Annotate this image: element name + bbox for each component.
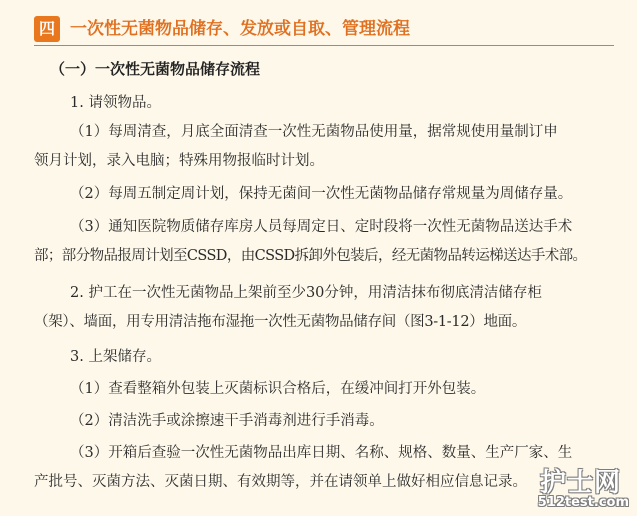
paragraph-line: 2. 护工在一次性无菌物品上架前至少30分钟，用清洁抹布彻底清洁储存柜	[70, 285, 542, 301]
paragraph-line: 领月计划，录入电脑；特殊用物报临时计划。	[34, 153, 324, 169]
paragraph-line: 3. 上架储存。	[70, 349, 161, 365]
paragraph-line: （2）清洁洗手或涂擦速干手消毒剂进行手消毒。	[70, 413, 384, 429]
section-header	[34, 14, 614, 46]
paragraph-line: （架）、墙面，用专用清洁拖布湿拖一次性无菌物品储存间（图3-1-12）地面。	[34, 314, 527, 330]
paragraph-line: （3）通知医院物质储存库房人员每周定日、定时段将一次性无菌物品送达手术	[70, 219, 573, 235]
section-title: 一次性无菌物品储存、发放或自取、管理流程	[70, 19, 410, 39]
paragraph-line: 产批号、灭菌方法、灭菌日期、有效期等，并在请领单上做好相应信息记录。	[34, 474, 527, 490]
paragraph	[34, 439, 610, 497]
paragraph	[70, 343, 610, 372]
section-divider	[34, 45, 614, 46]
paragraph-line: （3）开箱后查验一次性无菌物品出库日期、名称、规格、数量、生产厂家、生	[70, 445, 573, 461]
paragraph	[34, 180, 610, 209]
paragraph	[34, 213, 610, 271]
paragraph-line: 部；部分物品报周计划至CSSD，由CSSD拆卸外包装后，经无菌物品转运梯送达手术部。	[34, 248, 587, 264]
paragraph	[34, 118, 610, 176]
paragraph	[70, 89, 610, 118]
section-number-badge: 四	[34, 16, 60, 42]
paragraph	[34, 375, 610, 404]
watermark-logo-text: 护士网	[539, 468, 621, 498]
watermark-url: 512test.com	[537, 495, 629, 510]
paragraph	[34, 407, 610, 436]
paragraph-line: （1）查看整箱外包装上灭菌标识合格后，在缓冲间打开外包装。	[70, 381, 486, 397]
paragraph-line: （1）每周清查，月底全面清查一次性无菌物品使用量，据常规使用量制订申	[70, 124, 558, 140]
paragraph-line: 1. 请领物品。	[70, 95, 161, 111]
subheading: （一）一次性无菌物品储存流程	[50, 60, 261, 78]
site-watermark	[531, 462, 631, 510]
paragraph	[34, 279, 610, 337]
paragraph-line: （2）每周五制定周计划，保持无菌间一次性无菌物品储存常规量为周储存量。	[70, 186, 573, 202]
